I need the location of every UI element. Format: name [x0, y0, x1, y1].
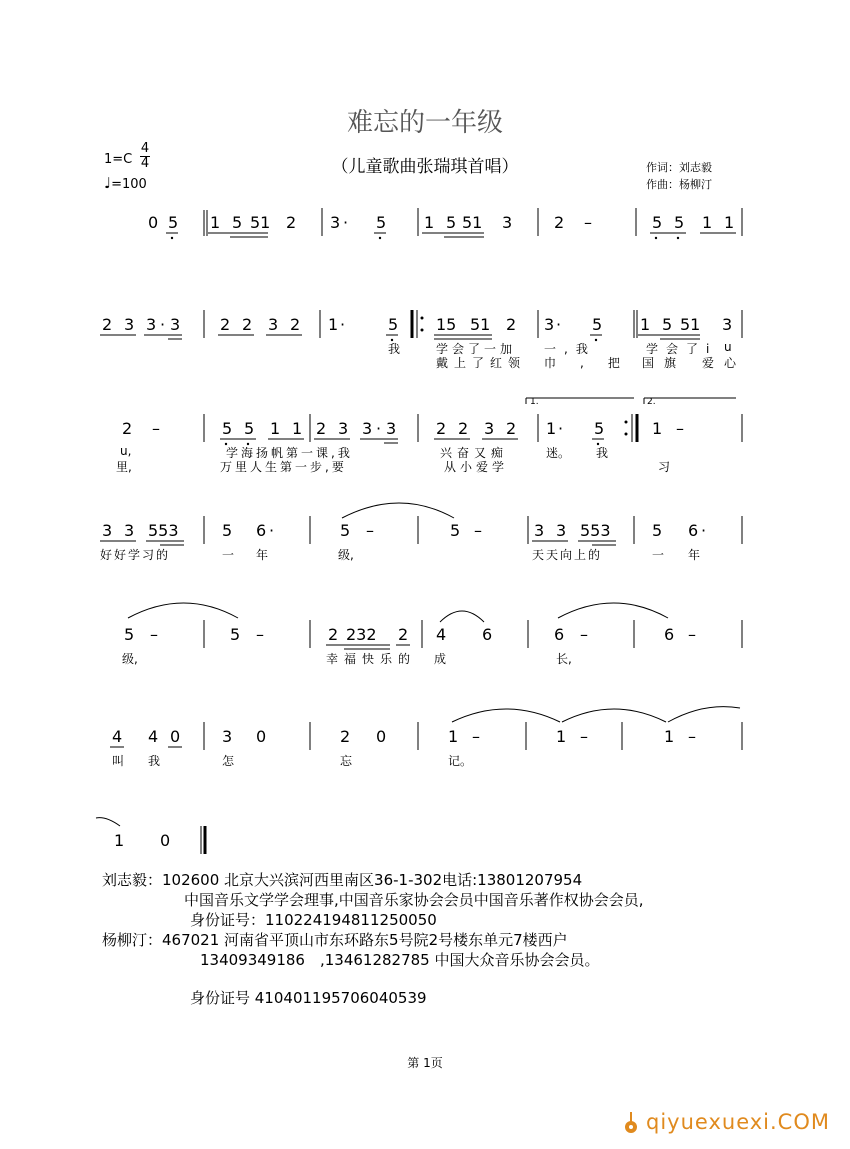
svg-text:6: 6: [256, 521, 267, 540]
svg-text:5: 5: [652, 213, 663, 232]
time-sig-top: 4: [140, 141, 150, 156]
svg-text:5: 5: [222, 521, 233, 540]
svg-text:–: –: [580, 727, 588, 746]
svg-text:2: 2: [242, 315, 253, 334]
svg-text:3: 3: [102, 521, 113, 540]
key-signature: 1=C: [104, 152, 133, 167]
lyric: 我: [148, 754, 161, 768]
song-title: 难忘的一年级: [346, 108, 503, 138]
svg-text:5: 5: [340, 521, 351, 540]
svg-text:51: 51: [470, 315, 491, 334]
svg-text:1: 1: [448, 727, 459, 746]
svg-text:553: 553: [580, 521, 611, 540]
system-2: [100, 310, 742, 341]
svg-text:2: 2: [290, 315, 301, 334]
svg-text:·: ·: [558, 419, 564, 438]
svg-text:1: 1: [724, 213, 735, 232]
svg-text:1: 1: [114, 831, 125, 850]
svg-text:1: 1: [702, 213, 713, 232]
svg-text:5: 5: [124, 625, 135, 644]
svg-text:2: 2: [506, 315, 517, 334]
lyric: 一: [652, 548, 665, 562]
svg-text:0: 0: [376, 727, 387, 746]
svg-text:·: ·: [269, 521, 275, 540]
svg-text:15: 15: [436, 315, 457, 334]
info-line-3: 身份证号：110224194811250050: [190, 911, 437, 929]
system-1: [148, 208, 742, 239]
svg-text:51: 51: [680, 315, 701, 334]
svg-text:2: 2: [316, 419, 327, 438]
svg-text:5: 5: [168, 213, 179, 232]
tempo-value: =100: [111, 177, 147, 192]
lyric: 戴上了红领: [436, 356, 527, 370]
lyric: 迷。: [546, 446, 571, 460]
svg-text:0: 0: [160, 831, 171, 850]
guitar-logo-icon: [620, 1110, 642, 1136]
svg-text:3: 3: [362, 419, 373, 438]
lyric: 里,: [116, 460, 132, 474]
svg-text:–: –: [688, 625, 696, 644]
svg-text:1: 1: [664, 727, 675, 746]
svg-text:5: 5: [376, 213, 387, 232]
svg-text:6: 6: [554, 625, 565, 644]
song-subtitle: （儿童歌曲张瑞琪首唱）: [331, 157, 519, 177]
lyric: 从小爱学: [444, 460, 509, 474]
svg-text:5: 5: [450, 521, 461, 540]
lyricist-credit: 作词：刘志毅: [646, 161, 712, 174]
svg-text:·: ·: [340, 315, 346, 334]
svg-text:3: 3: [544, 315, 555, 334]
svg-text:3: 3: [170, 315, 181, 334]
system-5: [124, 603, 742, 649]
svg-text:·: ·: [343, 213, 349, 232]
svg-text:–: –: [584, 213, 592, 232]
lyric: 学会了一加: [436, 342, 517, 356]
svg-text:0: 0: [256, 727, 267, 746]
svg-text:2: 2: [458, 419, 469, 438]
lyric: 一,我: [544, 342, 596, 356]
svg-text:5: 5: [592, 315, 603, 334]
svg-text:·: ·: [701, 521, 707, 540]
info-line-2: 中国音乐文学学会理事,中国音乐家协会会员中国音乐著作权协会会员,: [184, 891, 644, 909]
svg-text:–: –: [472, 727, 480, 746]
svg-text:3: 3: [556, 521, 567, 540]
svg-text:3: 3: [338, 419, 349, 438]
info-line-6: 身份证号 410401195706040539: [190, 989, 427, 1007]
svg-text:6: 6: [664, 625, 675, 644]
svg-text:–: –: [676, 419, 684, 438]
svg-text:6: 6: [688, 521, 699, 540]
svg-text:1: 1: [270, 419, 281, 438]
lyric: 级,: [338, 548, 354, 562]
svg-text:5: 5: [230, 625, 241, 644]
svg-text:2: 2: [506, 419, 517, 438]
svg-text:4: 4: [436, 625, 447, 644]
svg-text:5: 5: [674, 213, 685, 232]
svg-text:5: 5: [244, 419, 255, 438]
svg-text:2: 2: [554, 213, 565, 232]
svg-text:1: 1: [424, 213, 435, 232]
lyric: 级,: [122, 652, 138, 666]
svg-text:3: 3: [222, 727, 233, 746]
svg-text:0: 0: [148, 213, 159, 232]
lyric: 巾,把: [544, 356, 644, 370]
lyric: 长,: [556, 652, 572, 666]
lyric: 记。: [448, 754, 473, 768]
svg-text:–: –: [256, 625, 264, 644]
svg-text:3: 3: [534, 521, 545, 540]
svg-text:5: 5: [446, 213, 457, 232]
page-number: 第 1页: [407, 1056, 443, 1070]
svg-text:–: –: [150, 625, 158, 644]
svg-text:1: 1: [292, 419, 303, 438]
svg-text:2: 2: [286, 213, 297, 232]
svg-text:3: 3: [502, 213, 513, 232]
svg-text:–: –: [474, 521, 482, 540]
lyric: 爱心: [702, 356, 747, 370]
svg-text:–: –: [366, 521, 374, 540]
svg-text:1: 1: [210, 213, 221, 232]
svg-text:1: 1: [328, 315, 339, 334]
svg-text:·: ·: [160, 315, 166, 334]
lyric: 天天向上的: [532, 548, 603, 562]
svg-text:5: 5: [388, 315, 399, 334]
svg-text:3: 3: [386, 419, 397, 438]
time-sig-bottom: 4: [140, 156, 150, 171]
svg-text:3: 3: [722, 315, 733, 334]
svg-text:1: 1: [640, 315, 651, 334]
svg-text:3: 3: [484, 419, 495, 438]
lyric: 万里人生第一步,要: [220, 460, 347, 474]
lyric: 幸福快乐的: [326, 652, 417, 666]
svg-text:2: 2: [436, 419, 447, 438]
lyric: 一: [222, 548, 235, 562]
svg-text:2: 2: [122, 419, 133, 438]
watermark: qiyuexuexi.COM: [646, 1110, 830, 1134]
svg-text:3: 3: [124, 521, 135, 540]
lyric: 叫: [112, 754, 125, 768]
svg-text:2: 2: [340, 727, 351, 746]
svg-text:4: 4: [148, 727, 159, 746]
lyric: u,: [120, 444, 132, 458]
info-line-4: 杨柳汀：467021 河南省平顶山市东环路东5号院2号楼东单元7楼西户: [102, 931, 568, 949]
lyric: 学会了i: [646, 342, 718, 356]
svg-text:5: 5: [222, 419, 233, 438]
quarter-note-icon: ♩: [104, 174, 112, 192]
volta-first: 1.: [530, 397, 539, 407]
lyric: u: [724, 340, 732, 354]
svg-text:51: 51: [250, 213, 271, 232]
svg-text:6: 6: [482, 625, 493, 644]
svg-text:1: 1: [546, 419, 557, 438]
composer-credit: 作曲：杨柳汀: [646, 178, 712, 191]
svg-text:51: 51: [462, 213, 483, 232]
system-4: [100, 503, 742, 545]
svg-text:1: 1: [652, 419, 663, 438]
svg-text:5: 5: [652, 521, 663, 540]
info-line-1: 刘志毅：102600 北京大兴滨河西里南区36-1-302电话:13801207954: [102, 871, 583, 889]
lyric: 我: [596, 446, 609, 460]
info-line-5: 13409349186 ,13461282785 中国大众音乐协会会员。: [200, 951, 600, 969]
svg-text:3: 3: [330, 213, 341, 232]
lyric: 兴奋又痴: [440, 446, 509, 460]
svg-text:4: 4: [112, 727, 123, 746]
system-7: [96, 818, 205, 854]
lyric: 忘: [340, 754, 353, 768]
svg-text:·: ·: [556, 315, 562, 334]
lyric: 怎: [222, 754, 235, 768]
lyric: 我: [388, 342, 401, 356]
svg-text:3: 3: [146, 315, 157, 334]
svg-text:2: 2: [220, 315, 231, 334]
volta-second: 2.: [647, 397, 656, 407]
svg-text:2: 2: [102, 315, 113, 334]
svg-text:1: 1: [556, 727, 567, 746]
svg-text:232: 232: [346, 625, 377, 644]
svg-text:5: 5: [662, 315, 673, 334]
lyric: 成: [434, 652, 447, 666]
lyric: 年: [688, 548, 701, 562]
system-6: [110, 707, 742, 750]
svg-text:3: 3: [124, 315, 135, 334]
svg-text:2: 2: [328, 625, 339, 644]
svg-text:553: 553: [148, 521, 179, 540]
svg-text:3: 3: [268, 315, 279, 334]
lyric: 国旗: [642, 356, 687, 370]
svg-text:–: –: [580, 625, 588, 644]
svg-text:0: 0: [170, 727, 181, 746]
svg-text:5: 5: [232, 213, 243, 232]
svg-text:5: 5: [594, 419, 605, 438]
lyric: 好好学习的: [100, 548, 171, 562]
svg-text:–: –: [152, 419, 160, 438]
lyric: 学海扬帆第一课,我: [226, 446, 353, 460]
svg-text:2: 2: [398, 625, 409, 644]
svg-text:–: –: [688, 727, 696, 746]
svg-text:·: ·: [376, 419, 382, 438]
lyric: 习: [658, 460, 671, 474]
lyric: 年: [256, 548, 269, 562]
